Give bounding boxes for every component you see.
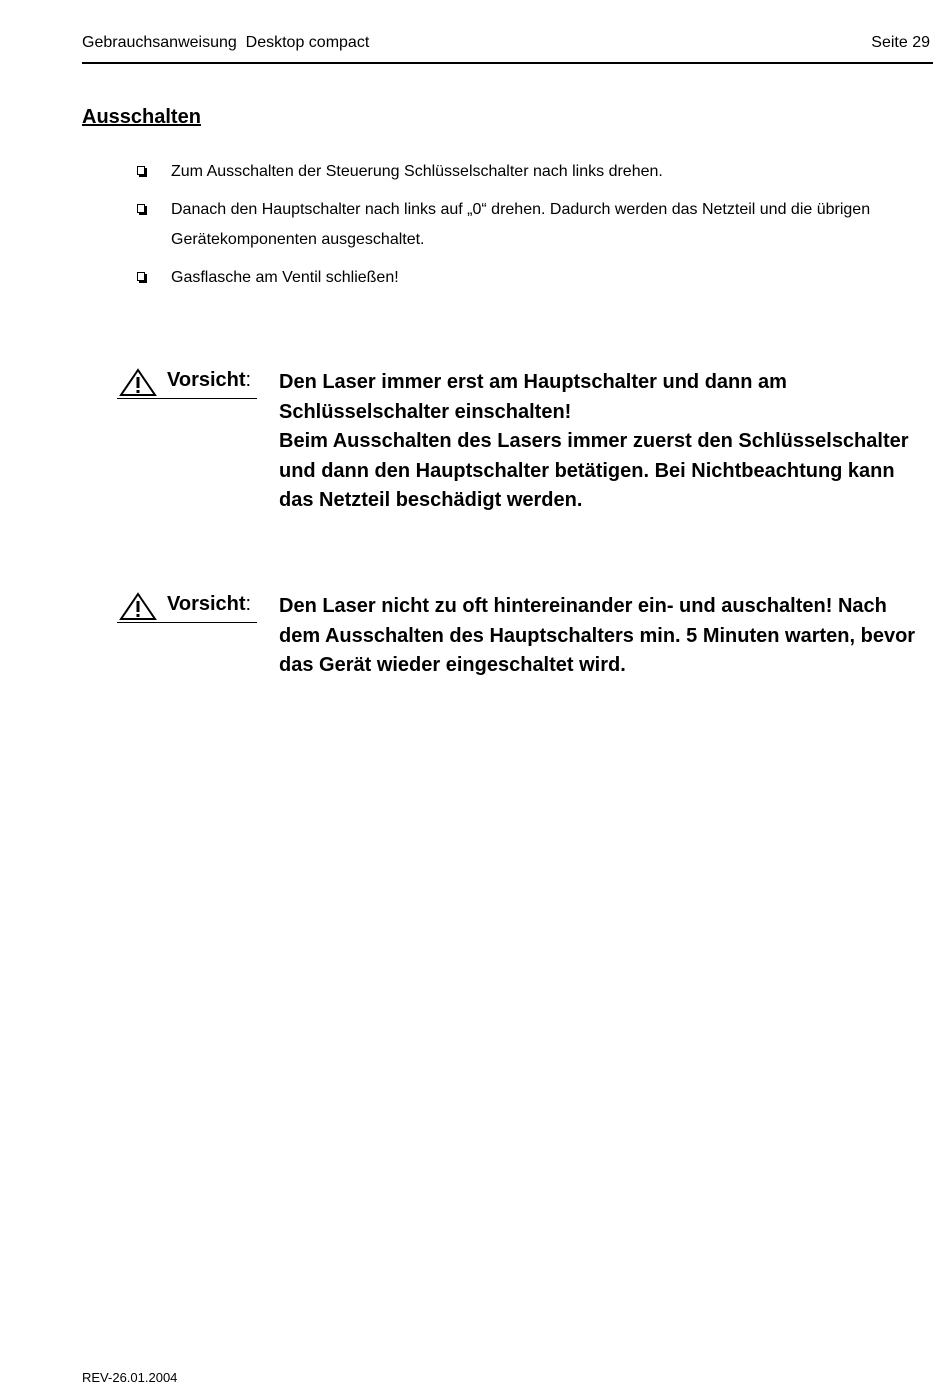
warning-triangle-icon [119,368,157,396]
caution-word-text: Vorsicht [167,369,246,391]
list-item [137,263,927,293]
caution-text [279,368,929,516]
caution-text [279,592,929,681]
caution-colon: : [245,369,252,391]
checkbox-bullet-icon [137,272,145,281]
caution-word [167,593,251,616]
caution-paragraph: Beim Ausschalten des Lasers immer zuerst den Schlüsselschalter und dann den Hauptschalter betätigen. Bei Nichtbeachtung kann das Netzteil beschädigt werden. [279,430,909,511]
list-item-text: Zum Ausschalten der Steuerung Schlüsselschalter nach links drehen. [171,163,663,180]
caution-word-text: Vorsicht [167,593,246,615]
document-title: Gebrauchsanweisung Desktop compact [82,34,370,51]
caution-word [167,369,251,392]
list-item [137,157,927,187]
list-item-text: Gasflasche am Ventil schließen! [171,269,399,286]
list-item [137,195,927,255]
caution-label [117,368,257,399]
instruction-list [137,157,927,301]
section-title: Ausschalten [82,106,201,128]
revision-footer: REV-26.01.2004 [82,1370,178,1385]
page-header [82,34,933,64]
checkbox-bullet-icon [137,204,145,213]
page-number: Seite 29 [871,34,930,51]
caution-label [117,592,257,623]
caution-paragraph: Den Laser nicht zu oft hintereinander ein- und auschalten! Nach dem Ausschalten des Hauptschalters min. 5 Minuten warten, bevor das Gerät wieder eingeschaltet wird. [279,595,916,676]
list-item-text: Danach den Hauptschalter nach links auf „0“ drehen. Dadurch werden das Netzteil und die übrigen Gerätekomponenten ausgeschaltet. [171,201,871,248]
checkbox-bullet-icon [137,166,145,175]
caution-colon: : [245,593,252,615]
warning-triangle-icon [119,592,157,620]
caution-paragraph: Den Laser immer erst am Hauptschalter und dann am Schlüsselschalter einschalten! [279,371,787,423]
